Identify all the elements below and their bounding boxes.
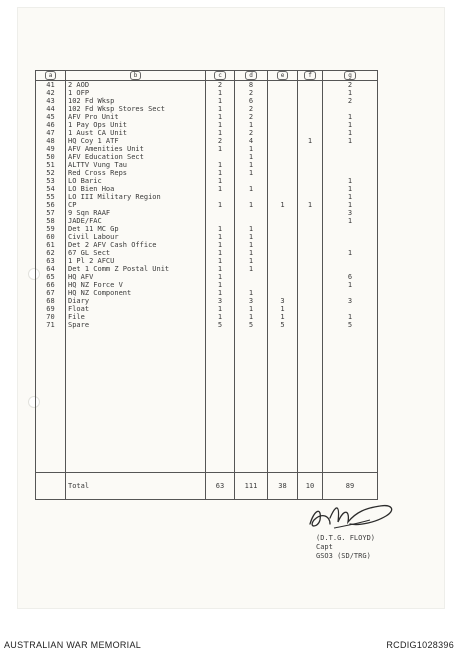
- row-number: 57: [36, 209, 66, 217]
- table-row: [36, 217, 378, 225]
- row-number: 61: [36, 241, 66, 249]
- unit-name: 9 Sqn RAAF: [66, 209, 206, 217]
- quantity-cell: 2: [235, 89, 268, 97]
- quantity-cell: 1: [235, 289, 268, 297]
- table-row: [36, 145, 378, 153]
- row-number: 65: [36, 273, 66, 281]
- quantity-cell: [268, 265, 298, 273]
- quantity-cell: [298, 225, 323, 233]
- quantity-cell: [268, 225, 298, 233]
- quantity-cell: 1: [323, 89, 378, 97]
- row-number: 47: [36, 129, 66, 137]
- quantity-cell: 6: [323, 273, 378, 281]
- unit-name: 1 Aust CA Unit: [66, 129, 206, 137]
- unit-name: LO III Military Region: [66, 193, 206, 201]
- quantity-cell: 1: [206, 161, 235, 169]
- quantity-cell: [235, 177, 268, 185]
- quantity-cell: 1: [206, 169, 235, 177]
- table-row: [36, 177, 378, 185]
- table-row: [36, 233, 378, 241]
- quantity-cell: 1: [298, 201, 323, 209]
- distribution-table: [35, 70, 378, 500]
- unit-name: Spare: [66, 321, 206, 329]
- table-row: [36, 241, 378, 249]
- unit-name: Civil Labour: [66, 233, 206, 241]
- quantity-cell: 3: [268, 297, 298, 305]
- table-row: [36, 129, 378, 137]
- row-number: 71: [36, 321, 66, 329]
- quantity-cell: [206, 153, 235, 161]
- quantity-cell: [206, 217, 235, 225]
- quantity-cell: 1: [206, 289, 235, 297]
- quantity-cell: 1: [323, 249, 378, 257]
- total-value: 89: [323, 473, 378, 500]
- table-row: [36, 185, 378, 193]
- quantity-cell: 1: [206, 129, 235, 137]
- unit-name: Det 11 MC Gp: [66, 225, 206, 233]
- quantity-cell: [206, 209, 235, 217]
- quantity-cell: 1: [206, 177, 235, 185]
- quantity-cell: 4: [235, 137, 268, 145]
- table-header-row: [36, 71, 378, 81]
- quantity-cell: 2: [206, 137, 235, 145]
- quantity-cell: 1: [206, 305, 235, 313]
- quantity-cell: 1: [235, 313, 268, 321]
- table-row: [36, 281, 378, 289]
- quantity-cell: [298, 233, 323, 241]
- row-number: 51: [36, 161, 66, 169]
- signatory-name: (D.T.G. FLOYD): [316, 534, 376, 542]
- quantity-cell: [323, 169, 378, 177]
- row-number: 66: [36, 281, 66, 289]
- quantity-cell: [268, 97, 298, 105]
- quantity-cell: [298, 321, 323, 329]
- unit-name: 67 GL Sect: [66, 249, 206, 257]
- quantity-cell: [323, 105, 378, 113]
- column-header-label: g: [344, 71, 356, 80]
- quantity-cell: [268, 289, 298, 297]
- column-header-e: [268, 71, 298, 81]
- unit-name: AFV Pro Unit: [66, 113, 206, 121]
- table-row: [36, 313, 378, 321]
- quantity-cell: [298, 193, 323, 201]
- row-number: 50: [36, 153, 66, 161]
- quantity-cell: [268, 129, 298, 137]
- quantity-cell: 1: [206, 201, 235, 209]
- quantity-cell: 1: [323, 113, 378, 121]
- quantity-cell: 1: [323, 177, 378, 185]
- table-row: [36, 201, 378, 209]
- row-number: 45: [36, 113, 66, 121]
- quantity-cell: 2: [235, 113, 268, 121]
- quantity-cell: [298, 265, 323, 273]
- quantity-cell: [298, 313, 323, 321]
- quantity-cell: 1: [235, 265, 268, 273]
- row-number: 42: [36, 89, 66, 97]
- quantity-cell: 1: [323, 201, 378, 209]
- unit-name: ALTTV Vung Tau: [66, 161, 206, 169]
- column-header-label: d: [245, 71, 257, 80]
- table-row: [36, 209, 378, 217]
- column-header-g: [323, 71, 378, 81]
- quantity-cell: 1: [323, 137, 378, 145]
- row-number: 58: [36, 217, 66, 225]
- total-row: [36, 473, 378, 500]
- quantity-cell: 1: [206, 97, 235, 105]
- quantity-cell: [323, 289, 378, 297]
- quantity-cell: [268, 105, 298, 113]
- unit-name: JADE/FAC: [66, 217, 206, 225]
- unit-name: 1 Pl 2 AFCU: [66, 257, 206, 265]
- column-header-label: e: [277, 71, 289, 80]
- unit-name: Det 1 Comm Z Postal Unit: [66, 265, 206, 273]
- table-row: [36, 121, 378, 129]
- quantity-cell: [298, 305, 323, 313]
- quantity-cell: [268, 113, 298, 121]
- quantity-cell: 1: [268, 313, 298, 321]
- column-header-a: [36, 71, 66, 81]
- quantity-cell: 1: [206, 89, 235, 97]
- total-value: 63: [206, 473, 235, 500]
- quantity-cell: 1: [206, 233, 235, 241]
- unit-name: 1 OFP: [66, 89, 206, 97]
- quantity-cell: 1: [206, 249, 235, 257]
- quantity-cell: 1: [235, 185, 268, 193]
- quantity-cell: 1: [323, 185, 378, 193]
- quantity-cell: 3: [323, 209, 378, 217]
- quantity-cell: [298, 113, 323, 121]
- signatory-appointment: GSO3 (SD/TRG): [316, 552, 371, 560]
- quantity-cell: 1: [235, 169, 268, 177]
- quantity-cell: [298, 209, 323, 217]
- row-number: 52: [36, 169, 66, 177]
- total-value: 38: [268, 473, 298, 500]
- quantity-cell: [268, 121, 298, 129]
- unit-name: HQ NZ Component: [66, 289, 206, 297]
- table-row: [36, 257, 378, 265]
- blank-space-row: [36, 329, 378, 473]
- column-header-label: a: [45, 71, 57, 80]
- quantity-cell: 1: [323, 281, 378, 289]
- quantity-cell: [298, 161, 323, 169]
- row-number: 64: [36, 265, 66, 273]
- table-row: [36, 169, 378, 177]
- table-row: [36, 97, 378, 105]
- row-number: 68: [36, 297, 66, 305]
- quantity-cell: [268, 249, 298, 257]
- quantity-cell: [323, 265, 378, 273]
- quantity-cell: [268, 153, 298, 161]
- quantity-cell: 1: [268, 201, 298, 209]
- quantity-cell: [235, 273, 268, 281]
- quantity-cell: 1: [235, 161, 268, 169]
- quantity-cell: 5: [323, 321, 378, 329]
- quantity-cell: [268, 209, 298, 217]
- table-row: [36, 161, 378, 169]
- quantity-cell: [298, 217, 323, 225]
- quantity-cell: 1: [323, 129, 378, 137]
- unit-name: Det 2 AFV Cash Office: [66, 241, 206, 249]
- unit-name: AFV Education Sect: [66, 153, 206, 161]
- column-header-label: b: [130, 71, 142, 80]
- total-value: 10: [298, 473, 323, 500]
- quantity-cell: [268, 161, 298, 169]
- row-number: 70: [36, 313, 66, 321]
- row-number: 44: [36, 105, 66, 113]
- quantity-cell: 1: [206, 257, 235, 265]
- quantity-cell: [298, 129, 323, 137]
- table-row: [36, 113, 378, 121]
- table-row: [36, 89, 378, 97]
- quantity-cell: [298, 105, 323, 113]
- unit-name: CP: [66, 201, 206, 209]
- unit-name: LO Baric: [66, 177, 206, 185]
- quantity-cell: [298, 89, 323, 97]
- quantity-cell: [268, 81, 298, 90]
- unit-name: HQ AFV: [66, 273, 206, 281]
- quantity-cell: [298, 273, 323, 281]
- quantity-cell: 3: [235, 297, 268, 305]
- table-row: [36, 297, 378, 305]
- quantity-cell: [268, 281, 298, 289]
- quantity-cell: [298, 153, 323, 161]
- quantity-cell: 3: [206, 297, 235, 305]
- table-row: [36, 193, 378, 201]
- row-number: 46: [36, 121, 66, 129]
- column-header-f: [298, 71, 323, 81]
- quantity-cell: 2: [206, 81, 235, 90]
- quantity-cell: [323, 241, 378, 249]
- unit-name: 102 Fd Wksp: [66, 97, 206, 105]
- quantity-cell: 6: [235, 97, 268, 105]
- quantity-cell: 1: [206, 105, 235, 113]
- unit-name: File: [66, 313, 206, 321]
- row-number: 41: [36, 81, 66, 90]
- column-header-label: f: [304, 71, 316, 80]
- quantity-cell: 1: [235, 121, 268, 129]
- quantity-cell: [298, 81, 323, 90]
- total-label: Total: [66, 473, 206, 500]
- unit-name: Float: [66, 305, 206, 313]
- table-row: [36, 273, 378, 281]
- table-row: [36, 137, 378, 145]
- quantity-cell: [268, 193, 298, 201]
- quantity-cell: [298, 281, 323, 289]
- quantity-cell: 1: [323, 313, 378, 321]
- row-number: 69: [36, 305, 66, 313]
- quantity-cell: 8: [235, 81, 268, 90]
- quantity-cell: [268, 137, 298, 145]
- quantity-cell: 1: [235, 233, 268, 241]
- quantity-cell: 1: [206, 313, 235, 321]
- quantity-cell: 1: [235, 201, 268, 209]
- quantity-cell: [268, 233, 298, 241]
- quantity-cell: [268, 89, 298, 97]
- table-row: [36, 153, 378, 161]
- quantity-cell: 1: [206, 241, 235, 249]
- table-row: [36, 305, 378, 313]
- row-number: 59: [36, 225, 66, 233]
- quantity-cell: [323, 161, 378, 169]
- total-value: [36, 473, 66, 500]
- quantity-cell: 2: [323, 97, 378, 105]
- handwritten-signature: [300, 498, 400, 534]
- row-number: 67: [36, 289, 66, 297]
- quantity-cell: 1: [206, 113, 235, 121]
- unit-name: AFV Amenities Unit: [66, 145, 206, 153]
- signatory-rank: Capt: [316, 543, 333, 551]
- quantity-cell: [268, 169, 298, 177]
- unit-name: LO Bien Hoa: [66, 185, 206, 193]
- quantity-cell: 1: [323, 121, 378, 129]
- footer-record-id: RCDIG1028396: [386, 640, 454, 650]
- quantity-cell: [298, 169, 323, 177]
- quantity-cell: 1: [323, 193, 378, 201]
- quantity-cell: 5: [206, 321, 235, 329]
- unit-name: HQ NZ Force V: [66, 281, 206, 289]
- row-number: 49: [36, 145, 66, 153]
- row-number: 55: [36, 193, 66, 201]
- quantity-cell: 1: [235, 257, 268, 265]
- quantity-cell: 1: [235, 145, 268, 153]
- quantity-cell: [268, 273, 298, 281]
- quantity-cell: [268, 145, 298, 153]
- quantity-cell: [235, 209, 268, 217]
- unit-name: 102 Fd Wksp Stores Sect: [66, 105, 206, 113]
- quantity-cell: 1: [268, 305, 298, 313]
- unit-name: 2 AOD: [66, 81, 206, 90]
- quantity-cell: [298, 97, 323, 105]
- table-row: [36, 321, 378, 329]
- row-number: 60: [36, 233, 66, 241]
- quantity-cell: [268, 217, 298, 225]
- quantity-cell: 1: [235, 249, 268, 257]
- quantity-cell: 2: [235, 129, 268, 137]
- row-number: 62: [36, 249, 66, 257]
- table-row: [36, 105, 378, 113]
- quantity-cell: 1: [235, 305, 268, 313]
- table-body: [36, 81, 378, 500]
- quantity-cell: [298, 249, 323, 257]
- quantity-cell: [323, 257, 378, 265]
- quantity-cell: [268, 257, 298, 265]
- unit-name: Diary: [66, 297, 206, 305]
- quantity-cell: [268, 241, 298, 249]
- quantity-cell: [298, 145, 323, 153]
- table-row: [36, 265, 378, 273]
- table-row: [36, 81, 378, 90]
- row-number: 53: [36, 177, 66, 185]
- quantity-cell: 1: [206, 265, 235, 273]
- row-number: 48: [36, 137, 66, 145]
- table-row: [36, 225, 378, 233]
- row-number: 43: [36, 97, 66, 105]
- quantity-cell: 1: [235, 241, 268, 249]
- quantity-cell: [298, 297, 323, 305]
- row-number: 56: [36, 201, 66, 209]
- quantity-cell: [235, 193, 268, 201]
- quantity-cell: 1: [206, 185, 235, 193]
- quantity-cell: [235, 217, 268, 225]
- quantity-cell: 3: [323, 297, 378, 305]
- quantity-cell: 1: [206, 121, 235, 129]
- quantity-cell: 5: [235, 321, 268, 329]
- table-row: [36, 249, 378, 257]
- table-row: [36, 289, 378, 297]
- quantity-cell: [323, 305, 378, 313]
- quantity-cell: [298, 121, 323, 129]
- quantity-cell: [323, 145, 378, 153]
- quantity-cell: [298, 177, 323, 185]
- quantity-cell: 1: [298, 137, 323, 145]
- quantity-cell: [323, 233, 378, 241]
- signature-block: [316, 534, 375, 561]
- column-header-c: [206, 71, 235, 81]
- quantity-cell: 1: [235, 153, 268, 161]
- column-header-b: [66, 71, 206, 81]
- quantity-cell: [206, 193, 235, 201]
- unit-name: 1 Pay Ops Unit: [66, 121, 206, 129]
- quantity-cell: 1: [323, 217, 378, 225]
- unit-name: HQ Coy 1 ATF: [66, 137, 206, 145]
- quantity-cell: 2: [235, 105, 268, 113]
- quantity-cell: 1: [206, 273, 235, 281]
- quantity-cell: [298, 241, 323, 249]
- quantity-cell: 5: [268, 321, 298, 329]
- row-number: 63: [36, 257, 66, 265]
- column-header-label: c: [214, 71, 226, 80]
- quantity-cell: [235, 281, 268, 289]
- quantity-cell: 2: [323, 81, 378, 90]
- unit-name: Red Cross Reps: [66, 169, 206, 177]
- footer-archive-name: AUSTRALIAN WAR MEMORIAL: [4, 640, 142, 650]
- quantity-cell: [323, 225, 378, 233]
- quantity-cell: 1: [206, 225, 235, 233]
- quantity-cell: 1: [206, 145, 235, 153]
- quantity-cell: [298, 185, 323, 193]
- quantity-cell: [268, 185, 298, 193]
- quantity-cell: [298, 257, 323, 265]
- row-number: 54: [36, 185, 66, 193]
- quantity-cell: [268, 177, 298, 185]
- column-header-d: [235, 71, 268, 81]
- total-value: 111: [235, 473, 268, 500]
- quantity-cell: 1: [235, 225, 268, 233]
- quantity-cell: [298, 289, 323, 297]
- quantity-cell: [323, 153, 378, 161]
- quantity-cell: 1: [206, 281, 235, 289]
